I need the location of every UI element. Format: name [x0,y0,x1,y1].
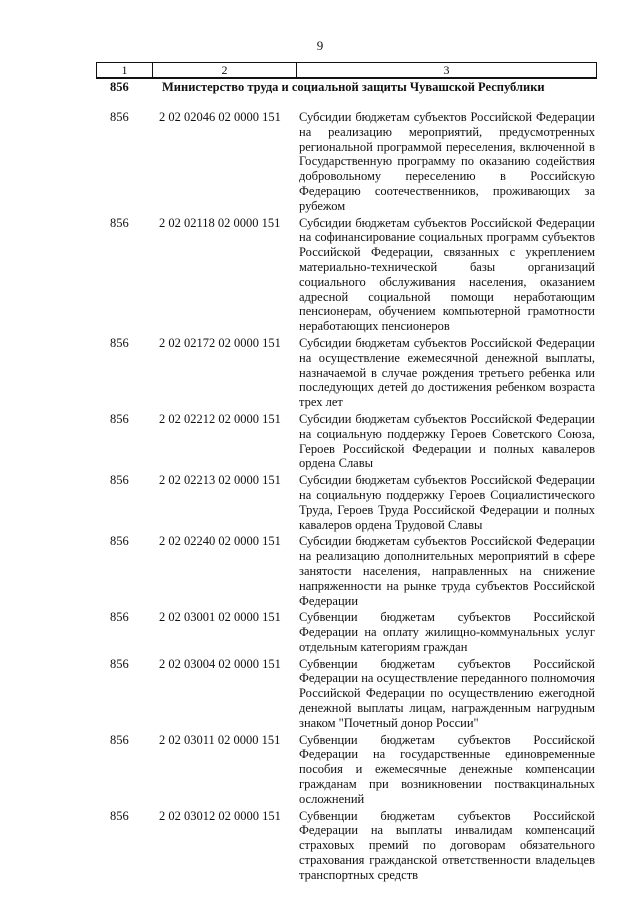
ministry-code: 856 [110,80,129,94]
revenue-description: Субвенции бюджетам субъектов Российской Федерации на осуществление переданного полномочия Российской Федерации по осуществлению ежегодной денежной выплаты лицам, награжденным нагрудным знаком "Почетный донор России" [299,656,595,730]
revenue-description: Субсидии бюджетам субъектов Российской Федерации на реализацию мероприятий, предусмотренных региональной программой переселения, включенной в Государственную программу по оказанию содействия добровольному переселению в Российскую Федерацию соотечественников, проживающих за рубежом [299,110,595,213]
revenue-description: Субсидии бюджетам субъектов Российской Федерации на социальную поддержку Героев Социалистического Труда, Героев Труда Российской Федерации и полных кавалеров ордена Трудовой Славы [299,473,595,532]
column-header-1: 1 [97,63,153,77]
ministry-name: Министерство труда и социальной защиты Чувашской Республики [162,80,545,94]
table-row [110,336,595,410]
revenue-description: Субвенции бюджетам субъектов Российской Федерации на государственные единовременные пособия и ежемесячные денежные компенсации гражданам при возникновении поствакцинальных осложнений [299,732,595,806]
table-row [110,657,595,731]
admin-code: 856 [110,110,129,124]
admin-code: 856 [110,411,129,426]
revenue-description: Субсидии бюджетам субъектов Российской Федерации на софинансирование социальных программ субъектов Российской Федерации, связанных с укреплением материально-технической базы организаций социального обслуживания населения, оказанием адресной социальной помощи неработающим пенсионерам, обучением компьютерной грамотности неработающих пенсионеров [299,215,595,334]
column-header-row [96,62,597,78]
table-row [110,534,595,608]
budget-classification-code: 2 02 02046 02 0000 151 [159,110,281,124]
budget-classification-code: 2 02 03004 02 0000 151 [159,656,281,671]
page-number: 9 [316,38,324,53]
budget-classification-code: 2 02 02240 02 0000 151 [159,534,281,549]
admin-code: 856 [110,215,129,230]
ministry-heading [110,80,600,95]
budget-classification-code: 2 02 02172 02 0000 151 [159,335,281,350]
column-header-2: 2 [153,63,297,77]
admin-code: 856 [110,610,129,625]
admin-code: 856 [110,732,129,747]
budget-classification-code: 2 02 03011 02 0000 151 [159,732,281,747]
table-row [110,733,595,807]
table-row [110,412,595,471]
budget-classification-code: 2 02 02213 02 0000 151 [159,473,281,488]
table-row [110,610,595,654]
revenue-description: Субвенции бюджетам субъектов Российской Федерации на выплаты инвалидам компенсаций страховых премий по договорам обязательного страхования гражданской ответственности владельцев транспортных средств [299,808,595,882]
admin-code: 856 [110,335,129,350]
column-header-3: 3 [443,63,450,77]
admin-code: 856 [110,808,129,823]
table-row [110,110,595,214]
budget-classification-code: 2 02 02212 02 0000 151 [159,411,281,426]
revenue-description: Субсидии бюджетам субъектов Российской Федерации на реализацию дополнительных мероприятий в сфере занятости населения, направленных на снижение напряженности на рынке труда субъектов Российской Федерации [299,534,595,608]
header-divider [96,77,597,79]
admin-code: 856 [110,473,129,488]
table-row [110,216,595,334]
budget-classification-code: 2 02 03012 02 0000 151 [159,808,281,823]
table-row [110,473,595,532]
revenue-description: Субвенции бюджетам субъектов Российской Федерации на оплату жилищно-коммунальных услуг отдельным категориям граждан [299,610,595,654]
budget-classification-code: 2 02 02118 02 0000 151 [159,215,281,230]
admin-code: 856 [110,656,129,671]
table-body [110,110,595,885]
budget-classification-code: 2 02 03001 02 0000 151 [159,610,281,625]
revenue-description: Субсидии бюджетам субъектов Российской Федерации на социальную поддержку Героев Советского Союза, Героев Российской Федерации и полных кавалеров ордена Славы [299,411,595,471]
revenue-description: Субсидии бюджетам субъектов Российской Федерации на осуществление ежемесячной денежной выплаты, назначаемой в случае рождения третьего ребенка или последующих детей до достижения ребенком возраста трех лет [299,335,595,410]
table-row [110,809,595,883]
admin-code: 856 [110,534,129,549]
